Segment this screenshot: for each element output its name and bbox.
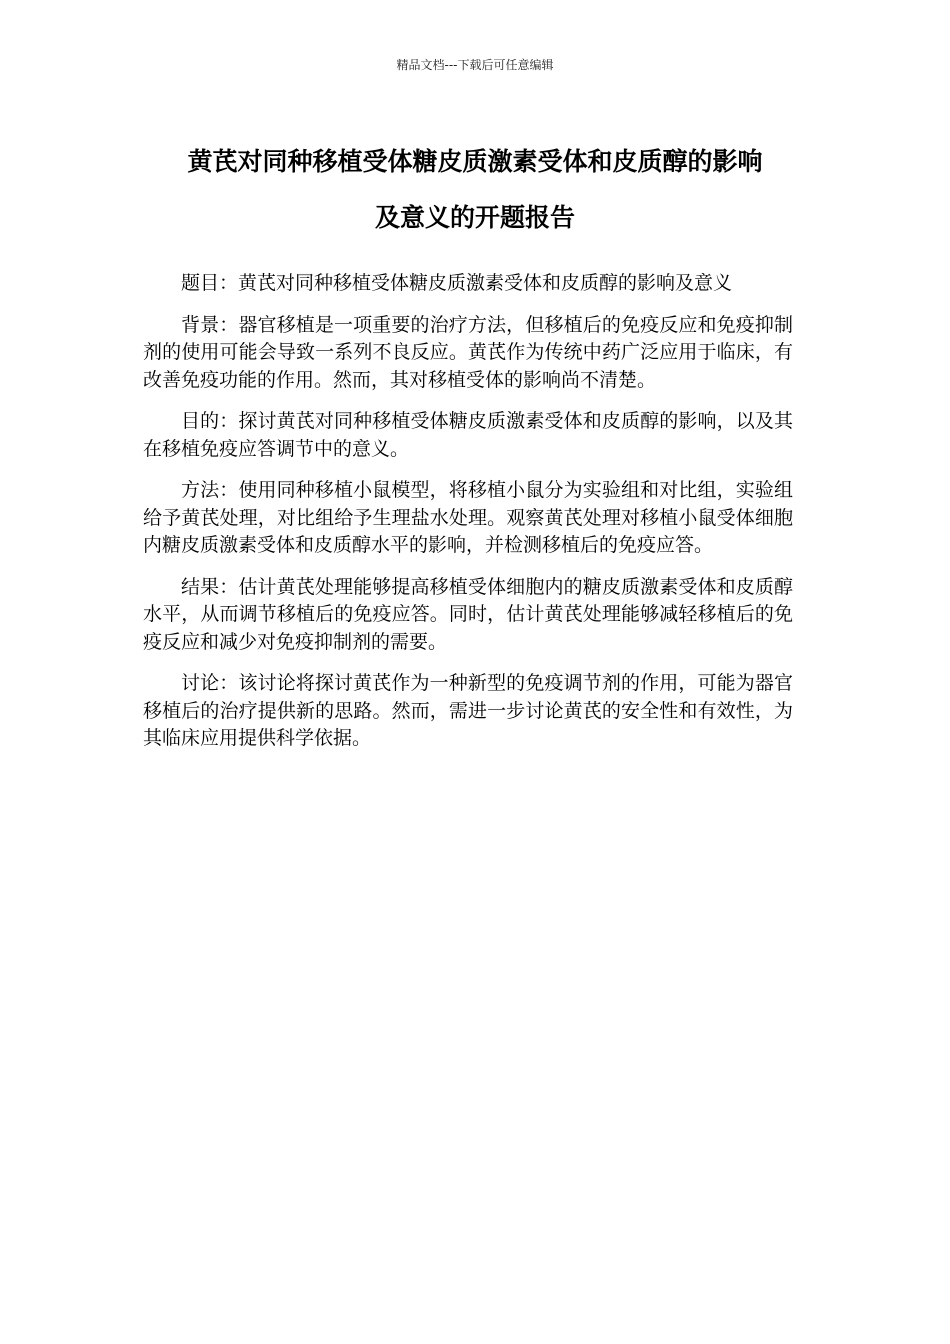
title-line-1: 黄芪对同种移植受体糖皮质激素受体和皮质醇的影响: [187, 147, 763, 176]
document-body: [143, 270, 793, 767]
document-title: [100, 134, 850, 246]
paragraph-objective: 目的：探讨黄芪对同种移植受体糖皮质激素受体和皮质醇的影响，以及其在移植免疫应答调节中的意义。: [143, 410, 793, 460]
header-note: 精品文档---下载后可任意编辑: [396, 58, 554, 72]
paragraph-topic: 题目：黄芪对同种移植受体糖皮质激素受体和皮质醇的影响及意义: [181, 272, 733, 294]
paragraph-background: 背景：器官移植是一项重要的治疗方法，但移植后的免疫反应和免疫抑制剂的使用可能会导致一系列不良反应。黄芪作为传统中药广泛应用于临床，有改善免疫功能的作用。然而，其对移植受体的影响尚不清楚。: [143, 313, 793, 391]
paragraph-result: 结果：估计黄芪处理能够提高移植受体细胞内的糖皮质激素受体和皮质醇水平，从而调节移植后的免疫应答。同时，估计黄芪处理能够减轻移植后的免疫反应和减少对免疫抑制剂的需要。: [143, 575, 793, 653]
title-line-2: 及意义的开题报告: [374, 203, 575, 232]
paragraph-discussion: 讨论：该讨论将探讨黄芪作为一种新型的免疫调节剂的作用，可能为器官移植后的治疗提供新的思路。然而，需进一步讨论黄芪的安全性和有效性，为其临床应用提供科学依据。: [143, 672, 793, 749]
paragraph-method: 方法：使用同种移植小鼠模型，将移植小鼠分为实验组和对比组，实验组给予黄芪处理，对比组给予生理盐水处理。观察黄芪处理对移植小鼠受体细胞内糖皮质激素受体和皮质醇水平的影响，并检测移植后的免疫应答。: [143, 479, 793, 556]
